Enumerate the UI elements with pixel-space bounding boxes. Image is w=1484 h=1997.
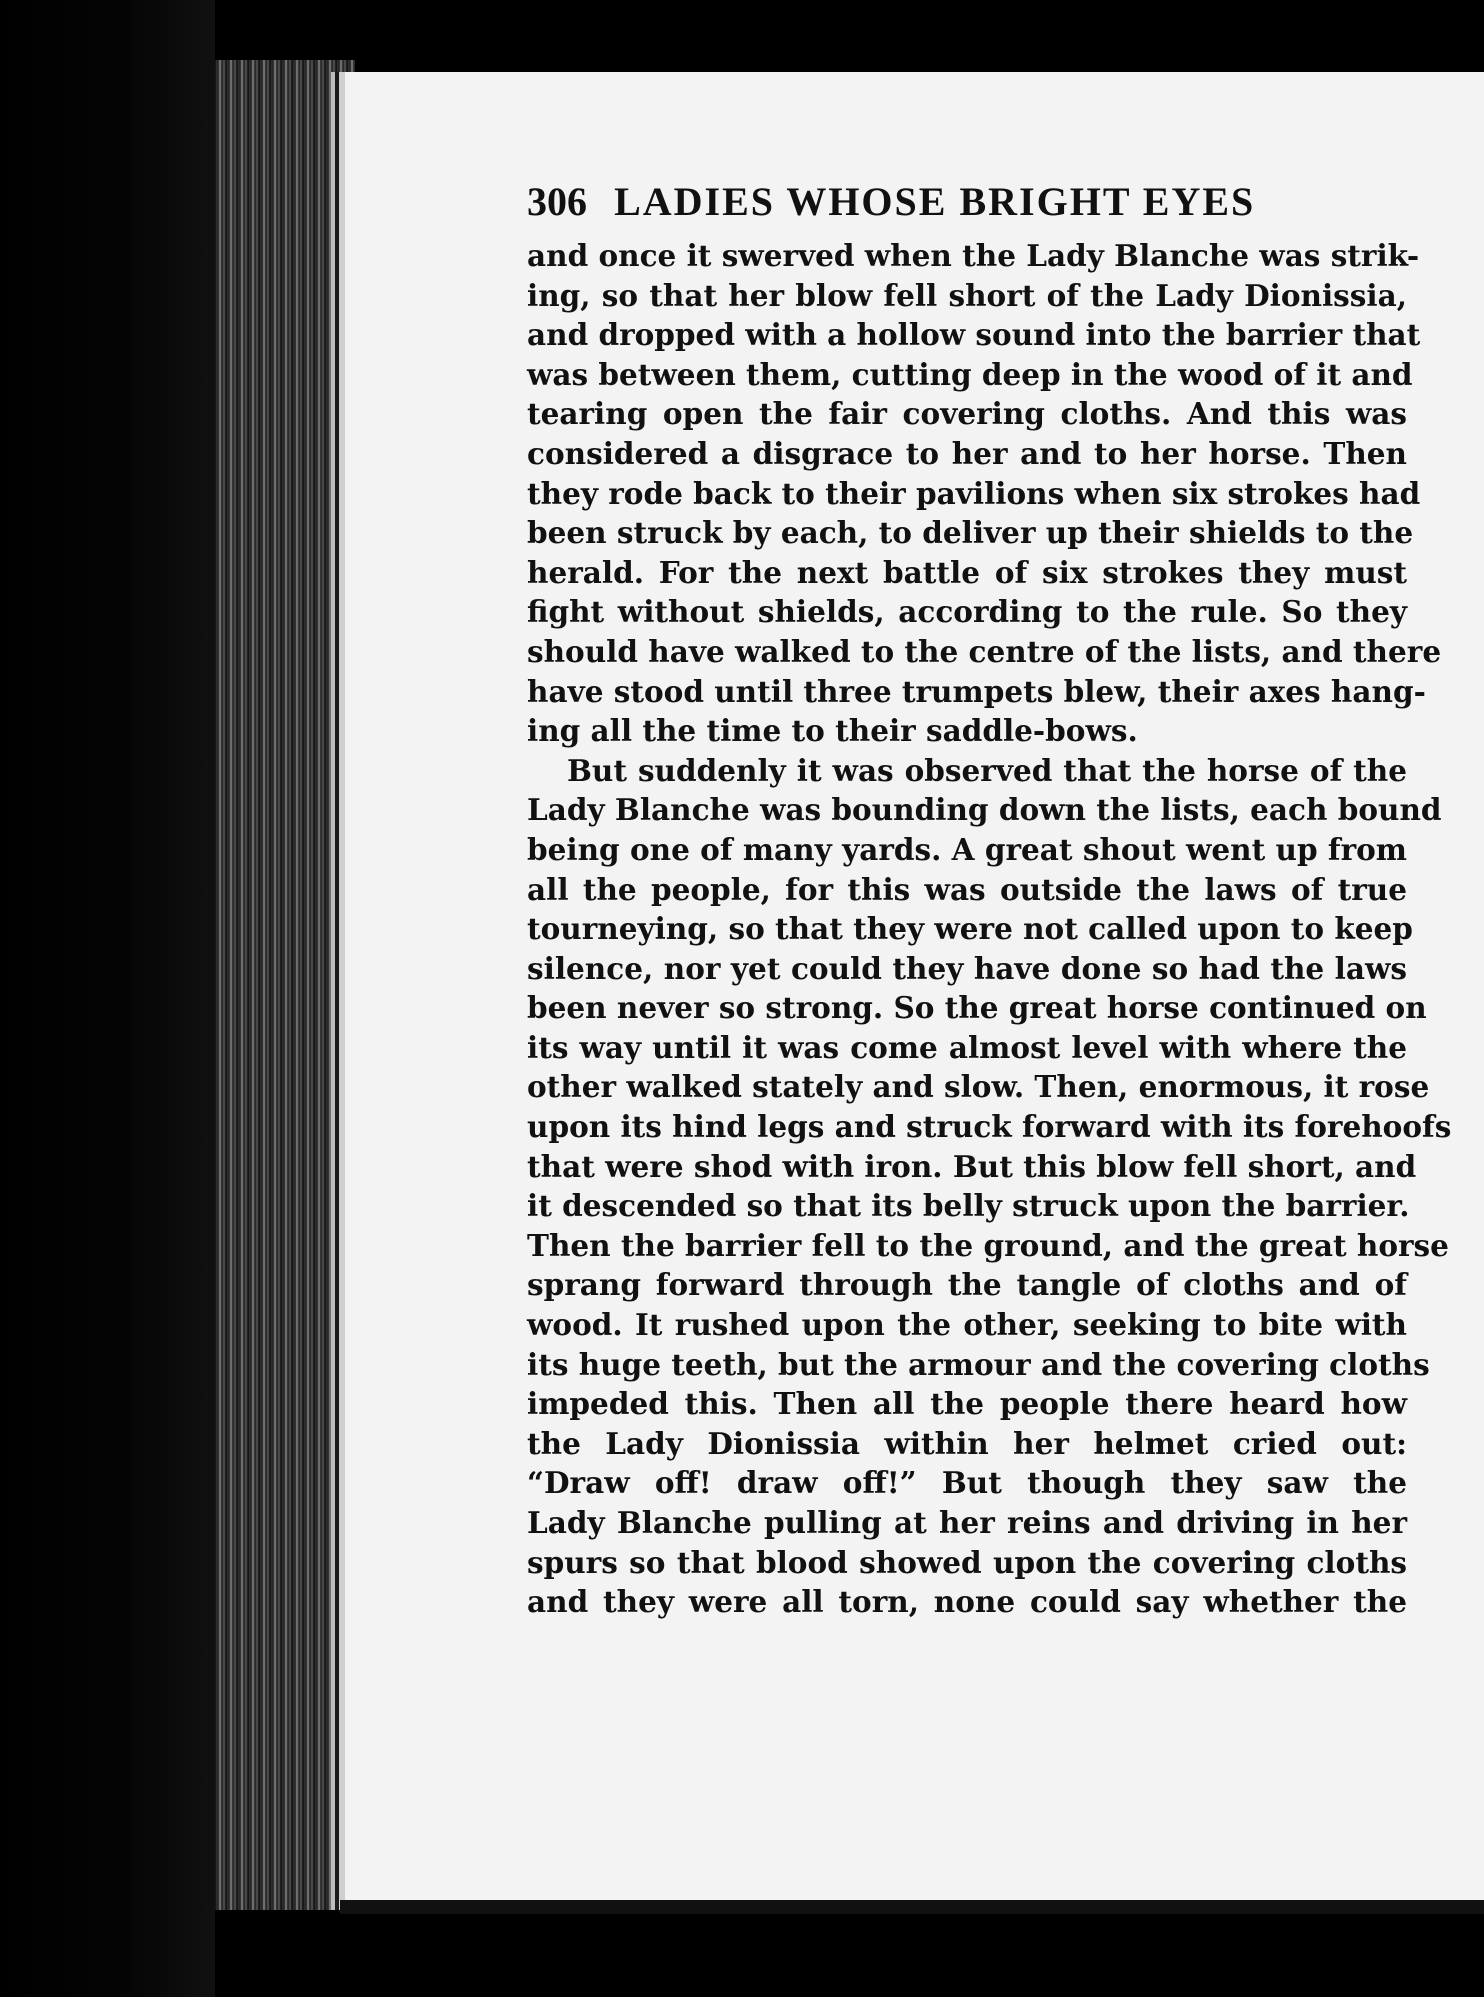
text-line: and once it swerved when the Lady Blanche was strik-	[527, 238, 1420, 273]
text-line: sprang forward through the tangle of cloths and of	[527, 1267, 1407, 1303]
text-line: “Draw off! draw off!” But though they saw the	[527, 1465, 1407, 1501]
text-line: Lady Blanche pulling at her reins and driving in her	[527, 1505, 1407, 1540]
text-line: fight without shields, according to the rule. So they	[527, 594, 1407, 630]
text-line: ing all the time to their saddle-bows.	[527, 713, 1138, 749]
scan-background	[0, 0, 215, 1997]
text-line: upon its hind legs and struck forward with its forehoofs	[527, 1109, 1452, 1145]
text-line: and they were all torn, none could say whether the	[527, 1584, 1407, 1620]
text-line: tearing open the fair covering cloths. And this was	[527, 396, 1407, 432]
text-line: that were shod with iron. But this blow fell short, and	[527, 1148, 1417, 1184]
text-line: all the people, for this was outside the laws of true	[527, 871, 1407, 907]
text-line: have stood until three trumpets blew, their axes hang-	[527, 673, 1426, 709]
text-line: considered a disgrace to her and to her horse. Then	[527, 435, 1407, 471]
page-body-text	[527, 236, 1452, 1622]
text-line: ing, so that her blow fell short of the Lady Dionissia,	[527, 277, 1407, 313]
text-line: its way until it was come almost level with where the	[527, 1029, 1407, 1065]
text-line: other walked stately and slow. Then, enormous, it rose	[527, 1069, 1430, 1105]
page-number: 306	[527, 179, 587, 224]
text-line: Lady Blanche was bounding down the lists, each bound	[527, 792, 1442, 828]
text-line: it descended so that its belly struck upon the barrier.	[527, 1188, 1410, 1224]
text-line: herald. For the next battle of six strokes they must	[527, 554, 1407, 590]
running-header	[527, 178, 1327, 238]
page-edges	[215, 60, 355, 1910]
text-line: been struck by each, to deliver up their shields to the	[527, 515, 1414, 551]
text-line: should have walked to the centre of the lists, and there	[527, 633, 1442, 669]
text-line: was between them, cutting deep in the wood of it and	[527, 356, 1413, 392]
text-line: spurs so that blood showed upon the covering cloths	[527, 1544, 1407, 1580]
text-line: But suddenly it was observed that the horse of the	[567, 752, 1407, 788]
text-line: being one of many yards. A great shout went up from	[527, 831, 1407, 867]
text-line: wood. It rushed upon the other, seeking to bite with	[527, 1307, 1407, 1343]
running-title: LADIES WHOSE BRIGHT EYES	[614, 179, 1256, 224]
text-line: they rode back to their pavilions when six strokes had	[527, 475, 1421, 511]
page-bottom-edge	[340, 1900, 1484, 1914]
text-line: tourneying, so that they were not called upon to keep	[527, 911, 1413, 947]
text-line: the Lady Dionissia within her helmet cried out:	[527, 1425, 1407, 1461]
text-line: Then the barrier fell to the ground, and the great horse	[527, 1227, 1449, 1263]
text-line: been never so strong. So the great horse continued on	[527, 990, 1427, 1026]
text-line: its huge teeth, but the armour and the covering cloths	[527, 1346, 1430, 1382]
text-line: silence, nor yet could they have done so had the laws	[527, 950, 1407, 986]
text-line: impeded this. Then all the people there heard how	[527, 1386, 1407, 1422]
text-line: and dropped with a hollow sound into the barrier that	[527, 317, 1421, 353]
